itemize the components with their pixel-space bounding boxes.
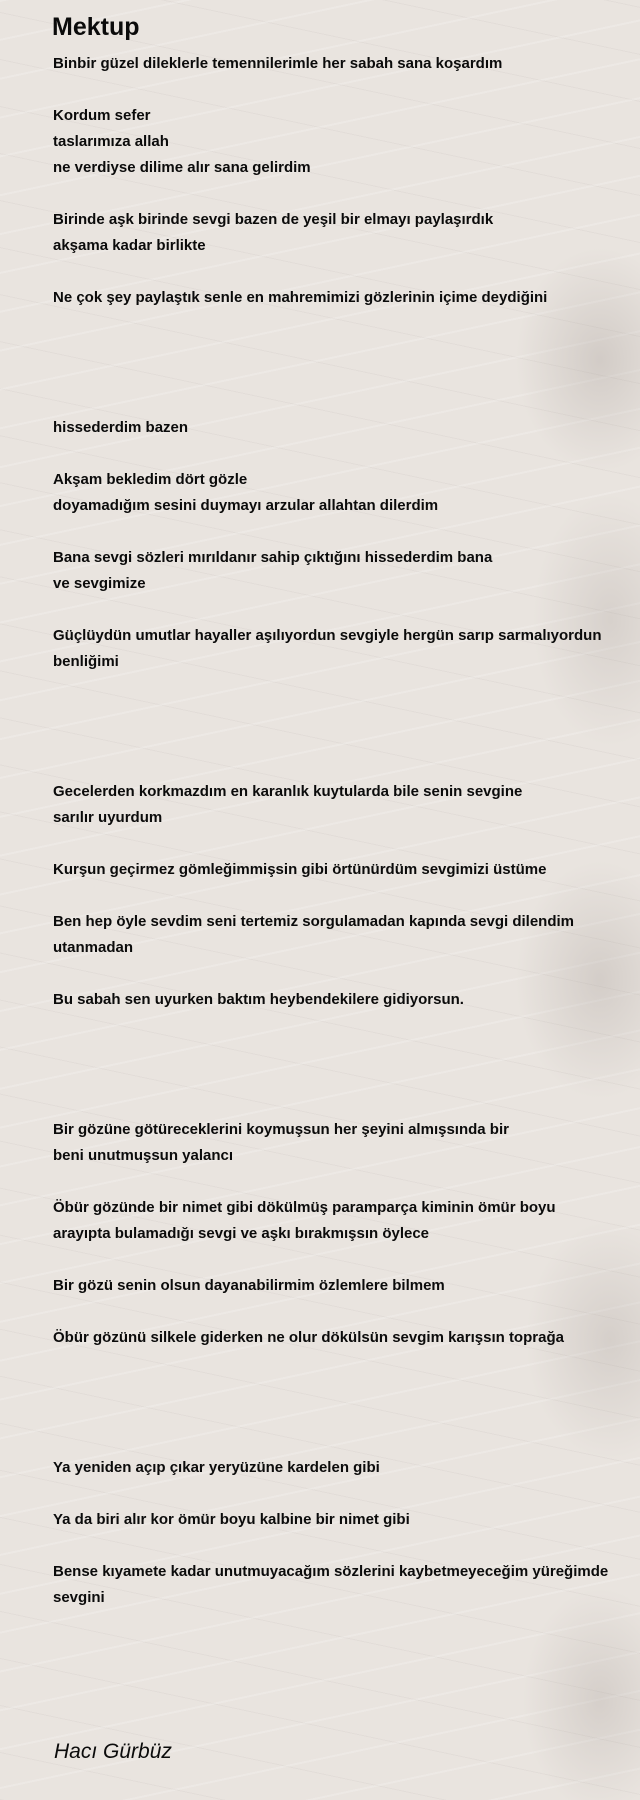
poem-stanza: [53, 1273, 640, 1299]
poem-stanza: [53, 1195, 640, 1247]
poem-stanza: [53, 987, 640, 1013]
stanza-gap: [53, 597, 640, 623]
poem-line: ne verdiyse dilime alır sana gelirdim: [53, 159, 311, 176]
section-gap: [53, 1351, 640, 1455]
poem-stanza: [53, 909, 640, 961]
section-gap: [53, 1013, 640, 1117]
stanza-gap: [53, 883, 640, 909]
poem-author: Hacı Gürbüz: [54, 1740, 172, 1763]
poem-line: Gecelerden korkmazdım en karanlık kuytularda bile senin sevgine: [53, 783, 523, 800]
poem-line: Ya yeniden açıp çıkar yeryüzüne kardelen gibi: [53, 1459, 380, 1476]
poem-stanza: [53, 51, 640, 77]
poem-stanza: [53, 467, 640, 519]
poem-line: Bir gözüne götüreceklerini koymuşsun her şeyini almışsında bir: [53, 1121, 509, 1138]
poem-line: Güçlüydün umutlar hayaller aşılıyordun sevgiyle hergün sarıp sarmalıyordun: [53, 627, 602, 644]
poem-line: Ne çok şey paylaştık senle en mahremimizi gözlerinin içime deydiğini: [53, 289, 548, 306]
poem-stanza: [53, 415, 640, 441]
stanza-gap: [53, 259, 640, 285]
poem-line: Akşam bekledim dört gözle: [53, 471, 248, 488]
poem-line: doyamadığım sesini duymayı arzular allahtan dilerdim: [53, 497, 439, 514]
poem-line: akşama kadar birlikte: [53, 237, 206, 254]
poem-line: Bir gözü senin olsun dayanabilirmim özlemlere bilmem: [53, 1277, 445, 1294]
poem-section: [53, 51, 640, 311]
poem-line: taslarımıza allah: [53, 133, 169, 150]
poem-line: hissederdim bazen: [53, 419, 189, 436]
poem-body: [53, 51, 640, 1611]
poem-line: Öbür gözünde bir nimet gibi dökülmüş paramparça kiminin ömür boyu: [53, 1199, 556, 1216]
poem-line: arayıpta bulamadığı sevgi ve aşkı bırakmışsın öylece: [53, 1225, 430, 1242]
stanza-gap: [53, 961, 640, 987]
poem-line: benliğimi: [53, 653, 119, 670]
poem-stanza: [53, 1559, 640, 1611]
poem-stanza: [53, 1507, 640, 1533]
poem-line: sevgini: [53, 1589, 105, 1606]
poem-line: Binbir güzel dileklerle temennilerimle her sabah sana koşardım: [53, 55, 503, 72]
stanza-gap: [53, 831, 640, 857]
stanza-gap: [53, 181, 640, 207]
stanza-gap: [53, 77, 640, 103]
poem-stanza: [53, 779, 640, 831]
poem-line: Ben hep öyle sevdim seni tertemiz sorgulamadan kapında sevgi dilendim: [53, 913, 574, 930]
poem-line: sarılır uyurdum: [53, 809, 163, 826]
poem-stanza: [53, 285, 640, 311]
poem-stanza: [53, 1117, 640, 1169]
poem-line: utanmadan: [53, 939, 134, 956]
poem-stanza: [53, 545, 640, 597]
poem-line: beni unutmuşsun yalancı: [53, 1147, 234, 1164]
poem-stanza: [53, 1455, 640, 1481]
poem-line: Birinde aşk birinde sevgi bazen de yeşil bir elmayı paylaşırdık: [53, 211, 494, 228]
poem-stanza: [53, 207, 640, 259]
section-gap: [53, 311, 640, 415]
poem-section: [53, 1117, 640, 1351]
poem-section: [53, 1455, 640, 1611]
stanza-gap: [53, 519, 640, 545]
poem-line: Öbür gözünü silkele giderken ne olur dökülsün sevgim karışsın toprağa: [53, 1329, 564, 1346]
section-gap: [53, 675, 640, 779]
stanza-gap: [53, 1299, 640, 1325]
poem-line: Ya da biri alır kor ömür boyu kalbine bir nimet gibi: [53, 1511, 410, 1528]
stanza-gap: [53, 1247, 640, 1273]
poem-line: Bana sevgi sözleri mırıldanır sahip çıktığını hissederdim bana: [53, 549, 493, 566]
poem-section: [53, 415, 640, 675]
stanza-gap: [53, 441, 640, 467]
poem-stanza: [53, 857, 640, 883]
poem-stanza: [53, 623, 640, 675]
poem-line: Kurşun geçirmez gömleğimmişsin gibi örtünürdüm sevgimizi üstüme: [53, 861, 547, 878]
poem-line: Bu sabah sen uyurken baktım heybendekilere gidiyorsun.: [53, 991, 464, 1008]
stanza-gap: [53, 1169, 640, 1195]
poem-section: [53, 779, 640, 1013]
poem-line: Kordum sefer: [53, 107, 151, 124]
poem-title: Mektup: [52, 13, 140, 41]
stanza-gap: [53, 1481, 640, 1507]
poem-stanza: [53, 103, 640, 181]
stanza-gap: [53, 1533, 640, 1559]
poem-stanza: [53, 1325, 640, 1351]
poem-line: ve sevgimize: [53, 575, 146, 592]
poem-line: Bense kıyamete kadar unutmuyacağım sözlerini kaybetmeyeceğim yüreğimde: [53, 1563, 609, 1580]
